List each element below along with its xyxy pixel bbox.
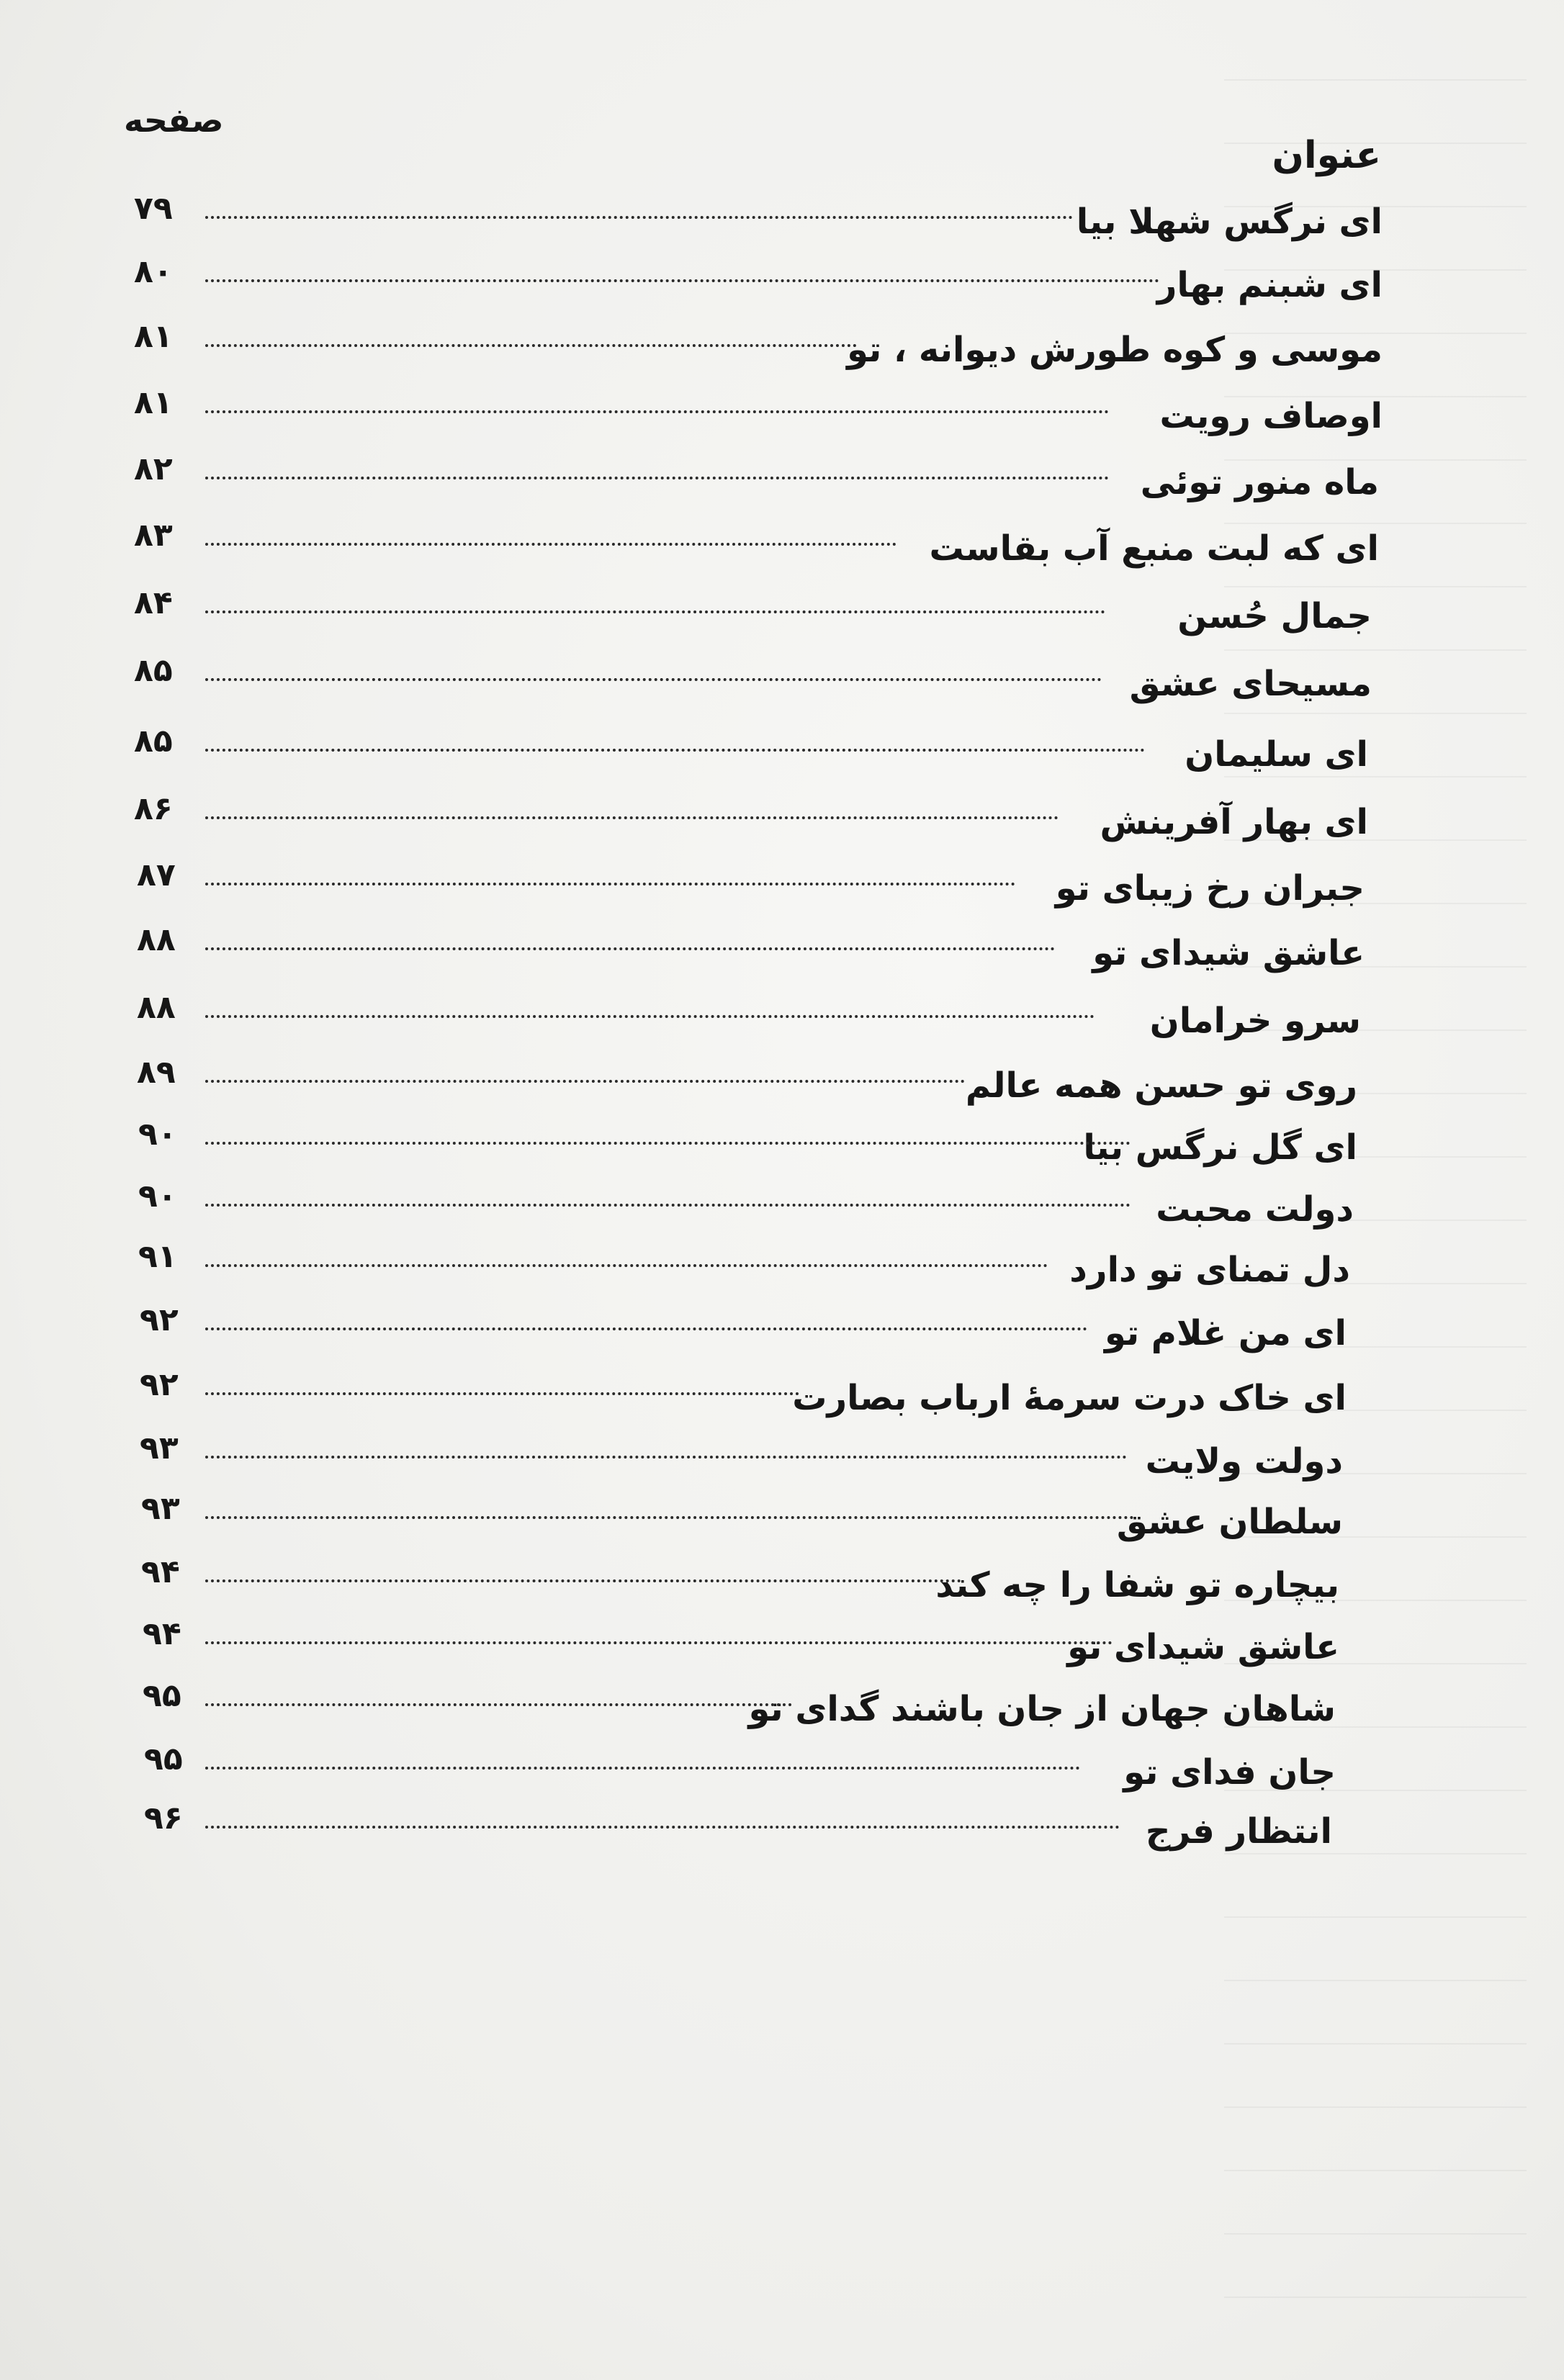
toc-entry-title: دل تمنای تو دارد	[1069, 1250, 1350, 1290]
toc-entry-title: عاشق شیدای تو	[1092, 933, 1365, 973]
toc-entry-page-number: ۸۰	[134, 253, 173, 290]
toc-entry	[0, 1490, 1564, 1559]
toc-entry-title: جمال حُسن	[1177, 596, 1372, 636]
toc-dot-leader	[205, 678, 1102, 681]
toc-entry	[0, 1741, 1564, 1810]
toc-entry-title: دولت ولایت	[1145, 1441, 1343, 1482]
toc-entry-page-number: ۹۵	[143, 1677, 181, 1714]
toc-entry	[0, 517, 1564, 586]
toc-entry	[0, 1554, 1564, 1623]
toc-entry-title: ای نرگس شهلا بیا	[1076, 202, 1383, 242]
toc-dot-leader	[205, 1204, 1131, 1207]
toc-entry-page-number: ۸۵	[134, 652, 173, 689]
toc-entry-title: ای من غلام تو	[1104, 1313, 1347, 1353]
toc-entry	[0, 989, 1564, 1058]
toc-dot-leader	[205, 1703, 792, 1706]
page-column-header: صفحه	[124, 101, 224, 140]
toc-dot-leader	[205, 1264, 1048, 1267]
toc-entry-title: شاهان جهان از جان باشند گدای تو	[748, 1689, 1336, 1729]
toc-dot-leader	[205, 477, 1109, 479]
toc-entry-title: دولت محبت	[1156, 1189, 1354, 1230]
toc-entry-page-number: ۹۰	[138, 1116, 177, 1153]
toc-dot-leader	[205, 344, 857, 347]
toc-entry	[0, 1054, 1564, 1123]
toc-entry-title: اوصاف رویت	[1159, 396, 1383, 436]
toc-entry-page-number: ۹۵	[144, 1741, 183, 1777]
toc-entry-title: جان فدای تو	[1123, 1752, 1336, 1793]
toc-dot-leader	[205, 279, 1159, 282]
toc-entry-title: انتظار فرج	[1145, 1811, 1332, 1852]
toc-entry	[0, 190, 1564, 259]
toc-entry	[0, 1430, 1564, 1499]
toc-entry	[0, 1178, 1564, 1247]
title-column-header: عنوان	[1272, 134, 1381, 177]
toc-entry-page-number: ۹۲	[140, 1366, 179, 1403]
toc-entry-title: ماه منور توئی	[1140, 462, 1379, 502]
toc-dot-leader	[205, 610, 1105, 613]
toc-dot-leader	[205, 216, 1073, 219]
toc-entry-page-number: ۹۶	[144, 1800, 183, 1836]
toc-entry	[0, 1302, 1564, 1371]
toc-entry-title: ای سلیمان	[1185, 734, 1368, 775]
toc-entry-page-number: ۸۸	[137, 989, 176, 1026]
toc-dot-leader	[205, 1142, 1131, 1145]
toc-entry-page-number: ۸۶	[134, 790, 173, 827]
toc-entry	[0, 1238, 1564, 1307]
toc-entry-page-number: ۸۵	[134, 723, 173, 759]
toc-entry-page-number: ۸۷	[137, 857, 176, 893]
toc-entry-title: ای بهار آفرینش	[1100, 802, 1368, 842]
toc-entry-page-number: ۸۲	[134, 451, 173, 487]
toc-entry-title: ای که لبت منبع آب بقاست	[929, 528, 1379, 569]
toc-dot-leader	[205, 1641, 1113, 1644]
toc-dot-leader	[205, 883, 1015, 885]
toc-entry-page-number: ۸۴	[134, 585, 173, 621]
toc-dot-leader	[205, 816, 1059, 819]
toc-entry	[0, 1800, 1564, 1869]
toc-entry-title: جبران رخ زیبای تو	[1055, 868, 1365, 909]
toc-entry-title: مسیحای عشق	[1129, 664, 1372, 704]
toc-entry-page-number: ۸۳	[134, 517, 173, 554]
toc-entry	[0, 790, 1564, 860]
toc-entry-page-number: ۸۱	[134, 384, 173, 421]
toc-dot-leader	[205, 749, 1145, 752]
toc-entry-page-number: ۹۳	[141, 1490, 180, 1527]
toc-entry-title: بیچاره تو شفا را چه کند	[935, 1565, 1339, 1605]
toc-dot-leader	[205, 543, 896, 546]
toc-entry	[0, 1615, 1564, 1685]
toc-dot-leader	[205, 1767, 1080, 1770]
toc-entry	[0, 253, 1564, 323]
toc-entry-title: سرو خرامان	[1149, 1001, 1361, 1041]
toc-entry-page-number: ۷۹	[134, 190, 173, 227]
toc-dot-leader	[205, 947, 1055, 950]
toc-dot-leader	[205, 1579, 961, 1582]
toc-entry	[0, 1116, 1564, 1185]
toc-entry	[0, 451, 1564, 520]
toc-entry	[0, 921, 1564, 991]
toc-entry-title: سلطان عشق	[1116, 1502, 1343, 1542]
toc-entry-title: عاشق شیدای تو	[1067, 1627, 1339, 1667]
toc-entry-title: موسی و کوه طورش دیوانه ، تو	[847, 330, 1383, 370]
toc-entry-title: روی تو حسن همه عالم	[965, 1065, 1357, 1106]
toc-dot-leader	[205, 410, 1109, 413]
toc-entry-title: ای شبنم بهار	[1156, 265, 1383, 305]
toc-entry-page-number: ۸۸	[137, 921, 176, 958]
toc-entry	[0, 585, 1564, 654]
toc-dot-leader	[205, 1392, 799, 1395]
toc-dot-leader	[205, 1516, 1134, 1519]
toc-entry-page-number: ۸۱	[134, 318, 173, 355]
toc-entry	[0, 318, 1564, 387]
toc-entry-page-number: ۹۳	[140, 1430, 179, 1466]
toc-entry-title: ای خاک درت سرمهٔ ارباب بصارت	[792, 1378, 1347, 1418]
toc-entry	[0, 1677, 1564, 1746]
toc-entry	[0, 652, 1564, 721]
toc-entry-page-number: ۹۰	[138, 1178, 177, 1214]
toc-entry-page-number: ۸۹	[137, 1054, 176, 1091]
toc-entry-page-number: ۹۱	[138, 1238, 177, 1275]
toc-entry	[0, 1366, 1564, 1435]
toc-entry	[0, 723, 1564, 792]
toc-entry	[0, 384, 1564, 454]
toc-dot-leader	[205, 1015, 1095, 1018]
toc-entry-page-number: ۹۲	[140, 1302, 179, 1338]
toc-dot-leader	[205, 1080, 965, 1083]
toc-entry-title: ای گل نرگس بیا	[1083, 1127, 1357, 1168]
toc-dot-leader	[205, 1328, 1087, 1330]
toc-dot-leader	[205, 1456, 1127, 1459]
toc-entry-page-number: ۹۴	[143, 1615, 181, 1652]
toc-entry-page-number: ۹۴	[141, 1554, 180, 1590]
toc-dot-leader	[205, 1826, 1120, 1829]
toc-entry	[0, 857, 1564, 926]
